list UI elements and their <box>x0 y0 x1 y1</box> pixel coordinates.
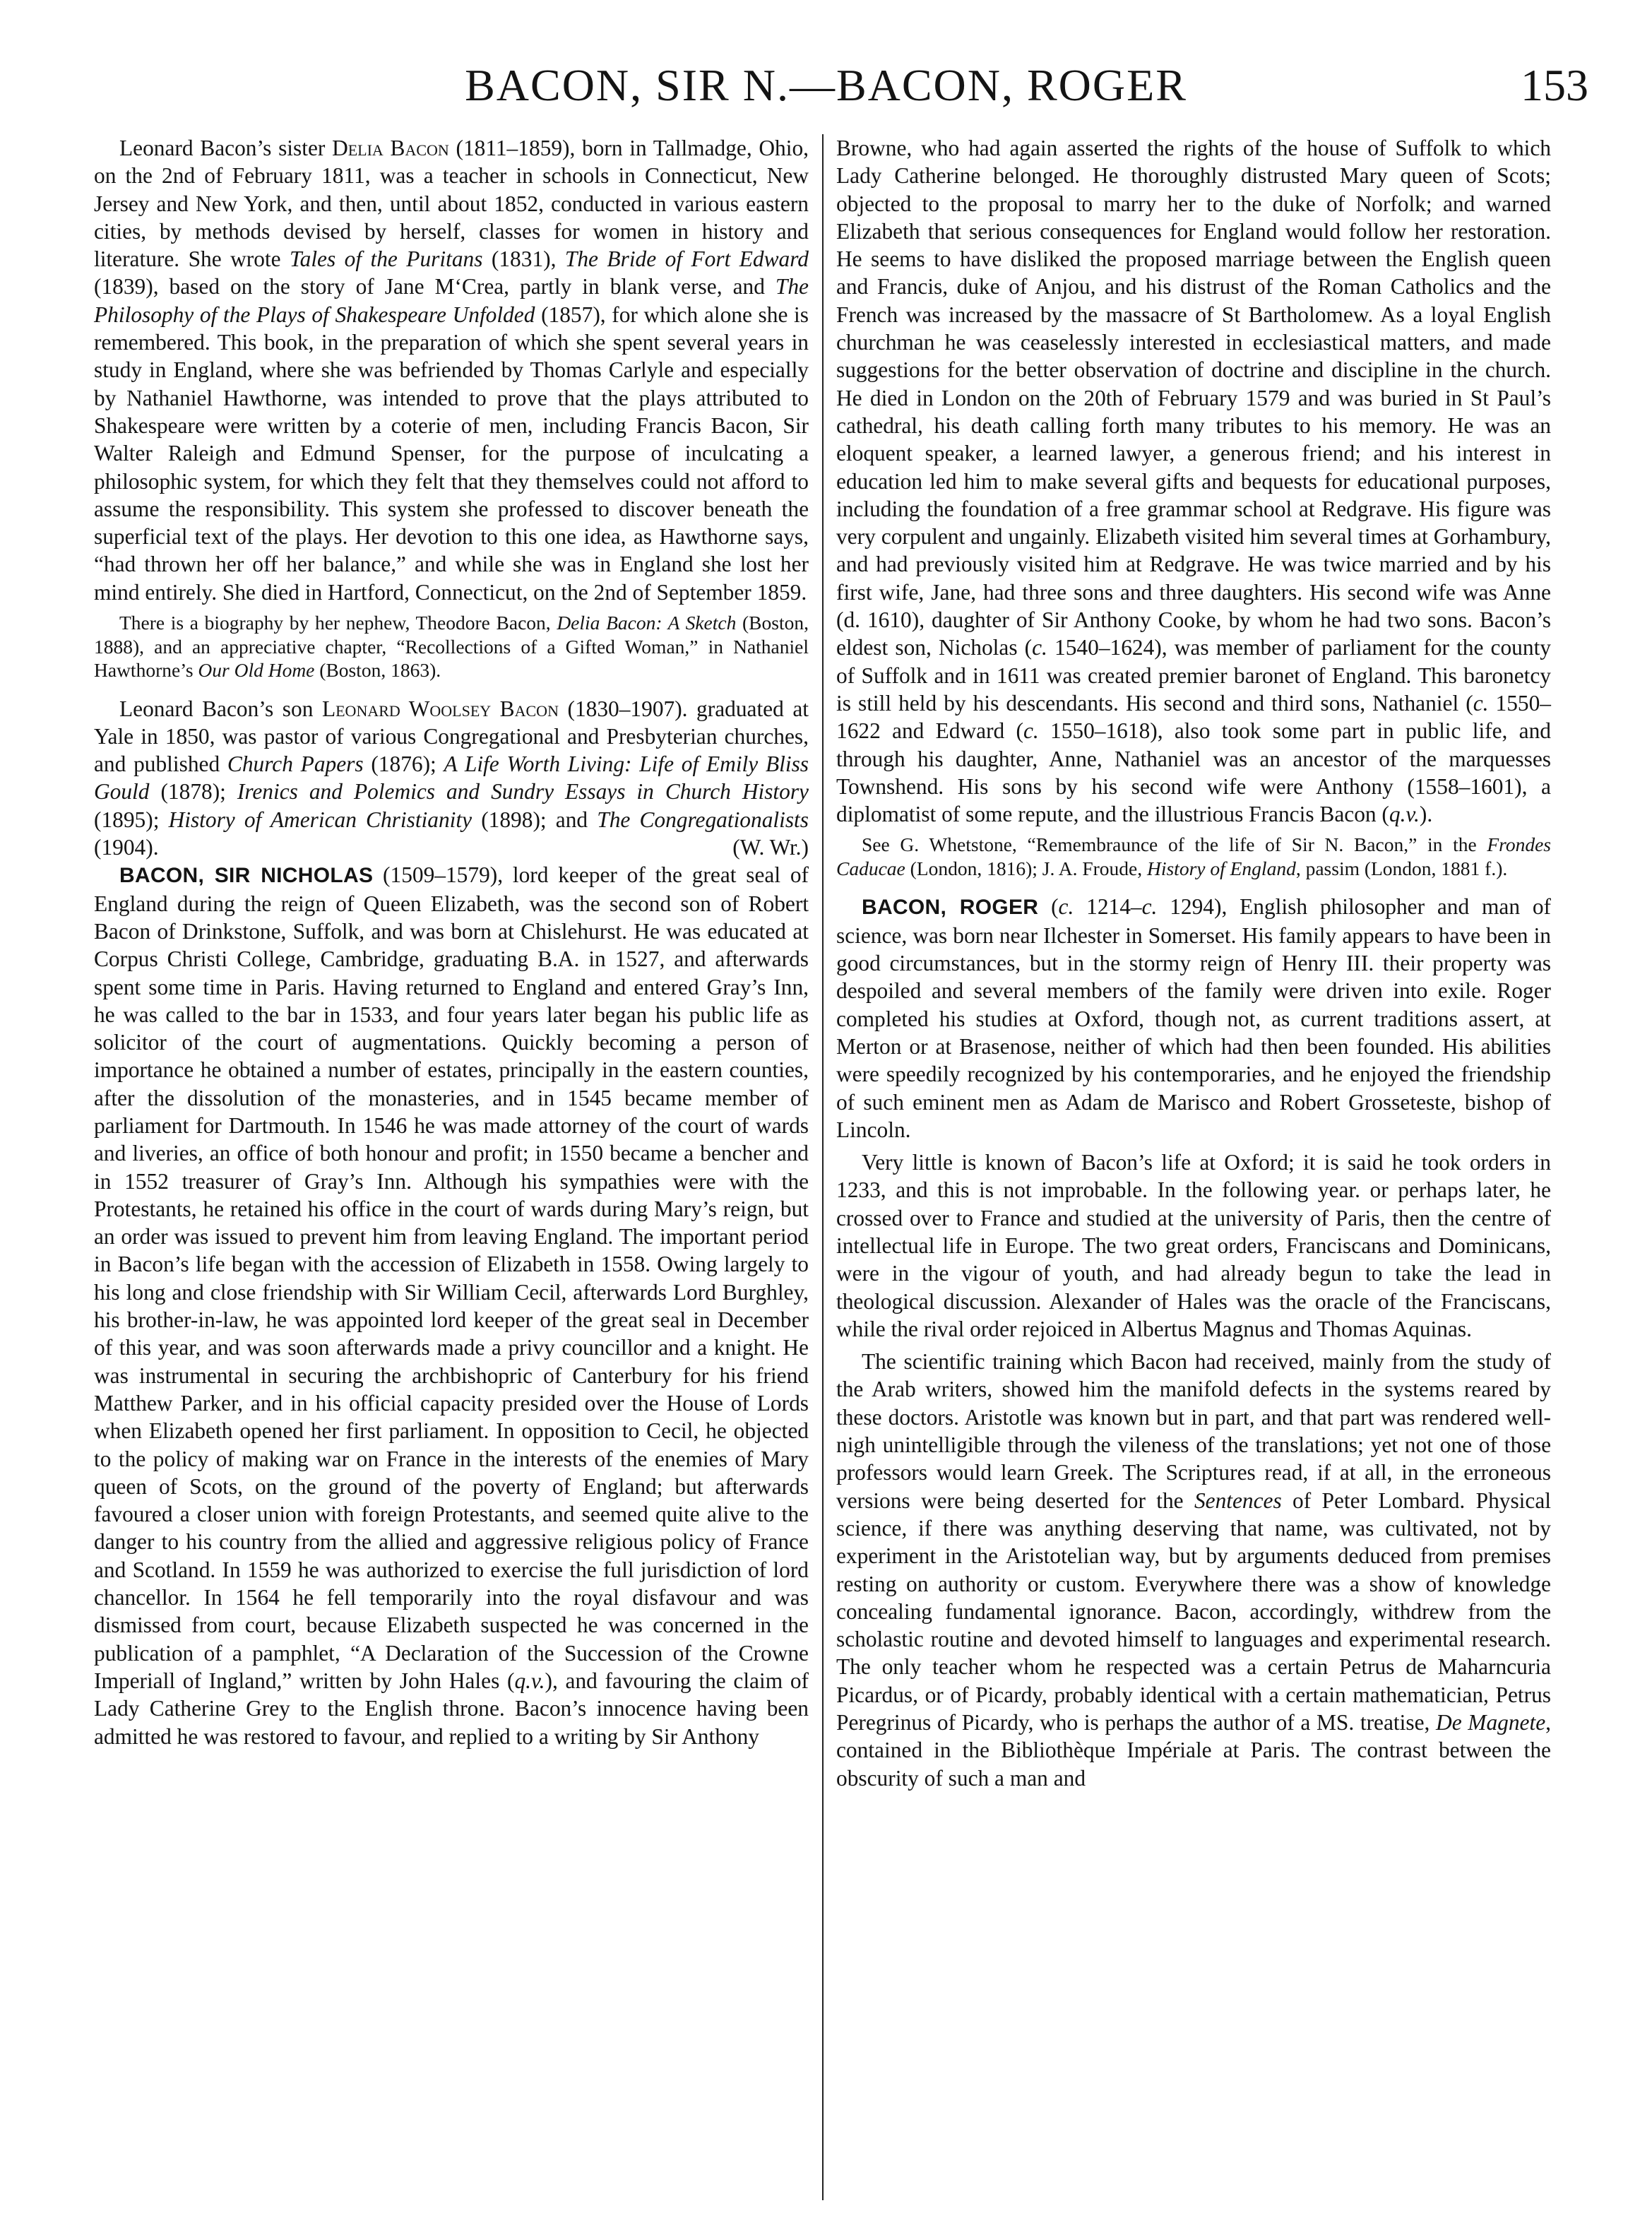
paragraph-leonard-woolsey-bacon: Leonard Bacon’s son Leonard Woolsey Bacon (1830–1907). graduated at Yale in 1850, was pastor of various Congregational and Presbyterian churches, and published Church Papers (1876); A Life Worth Living: Life of Emily Bliss Gould (1878); Irenics and Polemics and Sundry Essays in Church History (1895); History of American Christianity (1898); and The Congregationalists (1904). (W. Wr.) <box>94 695 809 862</box>
name-delia-bacon: Delia Bacon <box>332 136 449 160</box>
title-bride-of-fort-edward: The Bride of Fort Edward <box>564 247 809 272</box>
article-bacon-roger: BACON, ROGER (c. 1214–c. 1294), English philosopher and man of science, was born near Ilchester in Somerset. His family appears to have been in good circumstances, but in the stormy reign of Henry III. their property was despoiled and several members of the family were driven into exile. Roger completed his studies at Oxford, though not, as current traditions assert, at Merton or at Brasenose, neither of which had then been founded. His abilities were speedily recognized by his contemporaries, and he enjoyed the friendship of such eminent men as Adam de Marisco and Robert Grosseteste, bishop of Lincoln. <box>836 894 1552 1142</box>
article-bacon-sir-nicholas-continued: Browne, who had again asserted the rights of the house of Suffolk to which Lady Catherine belonged. He thoroughly distrusted Mary queen of Scots; objected to the proposal to marry her to the duke of Norfolk; and warned Elizabeth that serious consequences for England would follow her restoration. He seems to have disliked the proposed marriage between the English queen and Francis, duke of Anjou, and his distrust of the Roman Catholics and the French was increased by the massacre of St Bartholomew. As a loyal English churchman he was ceaselessly interested in ecclesiastical matters, and made suggestions for the better observation of doctrine and discipline in the church. He died in London on the 20th of February 1579 and was buried in St Paul’s cathedral, his death calling forth many tributes to his memory. He was an eloquent speaker, a learned lawyer, a generous friend; and his interest in education led him to make several gifts and bequests for educational purposes, including the foundation of a free grammar school at Redgrave. His figure was very corpulent and ungainly. Elizabeth visited him several times at Gorhambury, and had previously visited him at Redgrave. He was twice married and by his first wife, Jane, had three sons and three daughters. His second wife was Anne (d. 1610), daughter of Sir Anthony Cooke, by whom he had two sons. Bacon’s eldest son, Nicholas (c. 1540–1624), was member of parliament for the county of Suffolk and in 1611 was created premier baronet of England. This baronetcy is still held by his descendants. His second and third sons, Nathaniel (c. 1550–1622 and Edward (c. 1550–1618), also took some part in public life, and through his daughter, Anne, Nathaniel was an ancestor of the marquesses Townshend. His sons by his second wife were Anthony (1558–1601), a diplomatist of some repute, and the illustrious Francis Bacon (q.v.). <box>836 136 1551 827</box>
bibliography-delia-bacon: There is a biography by her nephew, Theodore Bacon, Delia Bacon: A Sketch (Boston, 1888), and an appreciative chapter, “Recollections of a Gifted Woman,” in Nathaniel Hawthorne’s Our Old Home (Boston, 1863). <box>94 612 809 682</box>
paragraph-roger-training: The scientific training which Bacon had received, mainly from the study of the Arab writers, showed him the manifold defects in the systems reared by these doctors. Aristotle was known but in part, and that part was rendered well-nigh unintelligible through the vileness of the translations; yet not one of those professors would learn Greek. The Scriptures read, if at all, in the erroneous versions were being deserted for the Sentences of Peter Lombard. Physical science, if there was anything deserving that name, was cultivated, not by experiment in the Aristotelian way, but by arguments deduced from premises resting on authority or custom. Everywhere there was a show of knowledge concealing fundamental ignorance. Bacon, accordingly, withdrew from the scholastic routine and devoted himself to languages and experimental research. The only teacher whom he respected was a certain Petrus de Maharncuria Picardus, or of Picardy, probably identical with a certain mathematician, Petrus Peregrinus of Picardy, who is perhaps the author of a MS. treatise, De Magnete, contained in the Bibliothèque Impériale at Paris. The contrast between the obscurity of such a man and <box>836 1349 1551 1791</box>
page-number: 153 <box>1521 60 1588 110</box>
bibliography-sir-nicholas: See G. Whetstone, “Remembraunce of the life of Sir N. Bacon,” in the Frondes Caducae (London, 1816); J. A. Froude, History of England, passim (London, 1881 f.). <box>836 833 1551 879</box>
paragraph-delia-bacon: Leonard Bacon’s sister Delia Bacon (1811–1859), born in Tallmadge, Ohio, on the 2nd of February 1811, was a teacher in schools in Connecticut, New Jersey and New York, and then, until about 1852, conducted in various eastern cities, by methods devised by herself, classes for women in history and literature. She wrote Tales of the Puritans (1831), The Bride of Fort Edward (1839), based on the story of Jane M‘Crea, partly in blank verse, and The Philosophy of the Plays of Shakespeare Unfolded (1857), for which alone she is remembered. This book, in the preparation of which she spent several years in study in England, where she was befriended by Thomas Carlyle and especially by Nathaniel Hawthorne, was intended to prove that the plays attributed to Shakespeare were written by a coterie of men, including Francis Bacon, Sir Walter Raleigh and Edmund Spenser, for the purpose of inculcating a philosophic system, for which they felt that they themselves could not afford to assume the responsibility. This system she professed to discover beneath the superficial text of the plays. Her devotion to this one idea, as Hawthorne says, “had thrown her off her balance,” and while she was in England she lost her mind entirely. She died in Hartford, Connecticut, on the 2nd of September 1859. <box>94 136 809 605</box>
left-column <box>94 134 809 1755</box>
right-column <box>836 134 1551 1797</box>
column-divider <box>822 134 824 2200</box>
name-leonard-woolsey-bacon: Leonard Woolsey Bacon <box>321 696 559 721</box>
title-philosophy-of-plays: The Philosophy of the Plays of Shakespeare Unfolded <box>94 274 809 327</box>
author-signature: (W. Wr.) <box>732 835 809 860</box>
article-bacon-sir-nicholas: BACON, SIR NICHOLAS (1509–1579), lord keeper of the great seal of England during the reign of Queen Elizabeth, was the second son of Robert Bacon of Drinkstone, Suffolk, and was born at Chislehurst. He was educated at Corpus Christi College, Cambridge, graduating B.A. in 1527, and afterwards spent some time in Paris. Having returned to England and entered Gray’s Inn, he was called to the bar in 1533, and four years later began his public life as solicitor of the court of augmentations. Quickly becoming a person of importance he obtained a number of estates, principally in the eastern counties, after the dissolution of the monasteries, and in 1545 became member of parliament for Dartmouth. In 1546 he was made attorney of the court of wards and liveries, an office of both honour and profit; in 1550 became a bencher and in 1552 treasurer of Gray’s Inn. Although his sympathies were with the Protestants, he retained his office in the court of wards during Mary’s reign, but an order was issued to prevent him from leaving England. The important period in Bacon’s life began with the accession of Elizabeth in 1558. Owing largely to his long and close friendship with Sir William Cecil, afterwards Lord Burghley, his brother-in-law, he was appointed lord keeper of the great seal in December of this year, and was soon afterwards made a privy councillor and a knight. He was instrumental in securing the archbishopric of Canterbury for his friend Matthew Parker, and in his official capacity presided over the House of Lords when Elizabeth opened her first parliament. In opposition to Cecil, he objected to the policy of making war on France in the interests of the enemies of Mary queen of Scots, on the ground of the poverty of England; but afterwards favoured a closer union with foreign Protestants, and seemed quite alive to the danger to his country from the allied and aggressive religious policy of France and Scotland. In 1559 he was authorized to exercise the full jurisdiction of lord chancellor. In 1564 he fell temporarily into the royal disfavour and was dismissed from court, because Elizabeth suspected he was concerned in the publication of a pamphlet, “A Declaration of the Succession of the Crowne Imperiall of Ingland,” written by John Hales (q.v.), and favouring the claim of Lady Catherine Grey to the English throne. Bacon’s innocence having been admitted he was restored to favour, and replied to a writing by Sir Anthony <box>94 862 809 1749</box>
title-tales-of-the-puritans: Tales of the Puritans <box>290 247 483 272</box>
paragraph-roger-oxford: Very little is known of Bacon’s life at Oxford; it is said he took orders in 1233, and this is not improbable. In the following year. or perhaps later, he crossed over to France and studied at the university of Paris, then the centre of intellectual life in Europe. The two great orders, Franciscans and Dominicans, were in the vigour of youth, and had already begun to take the lead in theological discussion. Alexander of Hales was the oracle of the Franciscans, while the rival order rejoiced in Albertus Magnus and Thomas Aquinas. <box>836 1150 1551 1341</box>
headword-bacon-roger: BACON, ROGER <box>862 896 1039 920</box>
headword-bacon-sir-nicholas: BACON, SIR NICHOLAS <box>119 864 374 888</box>
page-header <box>0 59 1652 123</box>
running-title: BACON, SIR N.—BACON, ROGER <box>465 60 1187 110</box>
